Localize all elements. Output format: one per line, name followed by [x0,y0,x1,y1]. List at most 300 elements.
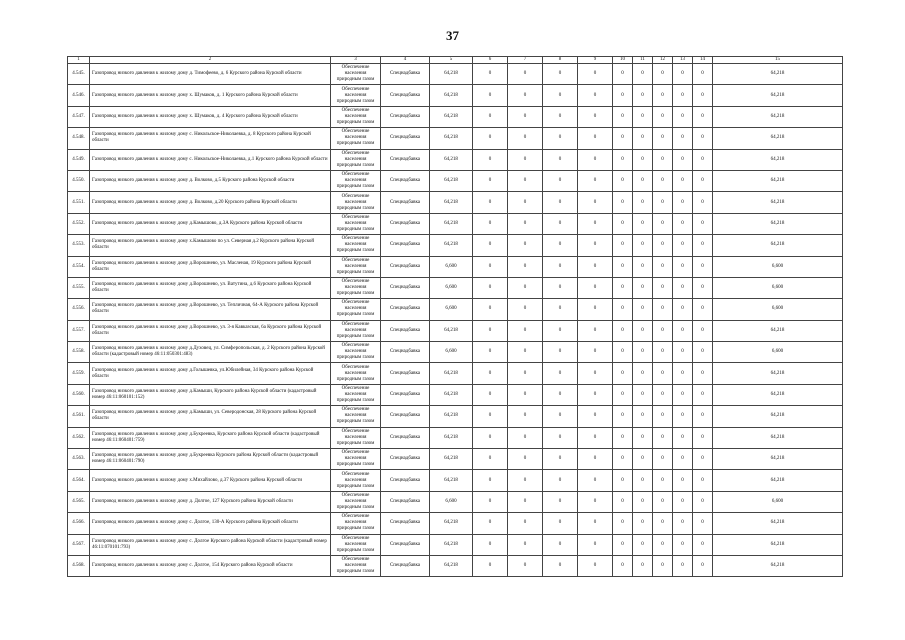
object-name: Газопровод низкого давления к жилому дому д.Камыши, ул. Северодонская, 28 Курского района Курской области [90,406,331,427]
value-col-13: 0 [673,534,693,555]
purpose: Обеспечение населения природным газом [331,256,381,277]
value-col-7: 0 [508,384,543,405]
value-col-11: 0 [633,342,653,363]
value-col-10: 0 [613,470,633,491]
total-value: 64,218 [713,64,843,85]
value-col-11: 0 [633,470,653,491]
value-col-8: 0 [543,277,578,298]
value-col-6: 0 [473,491,508,512]
value-col-14: 0 [693,106,713,127]
value-col-14: 0 [693,170,713,191]
value-col-9: 0 [578,128,613,149]
row-number: 4.550. [68,170,90,191]
value-col-5: 64,218 [430,64,473,85]
total-value: 64,218 [713,449,843,470]
value-col-10: 0 [613,384,633,405]
total-value: 64,218 [713,363,843,384]
value-col-9: 0 [578,427,613,448]
table-row [68,384,843,405]
value-col-7: 0 [508,342,543,363]
purpose: Обеспечение населения природным газом [331,106,381,127]
funding-source: Спецнадбавка [381,277,430,298]
row-number: 4.561. [68,406,90,427]
value-col-13: 0 [673,85,693,106]
purpose: Обеспечение населения природным газом [331,85,381,106]
purpose: Обеспечение населения природным газом [331,406,381,427]
value-col-9: 0 [578,320,613,341]
value-col-13: 0 [673,128,693,149]
table-row [68,406,843,427]
value-col-12: 0 [653,64,673,85]
purpose: Обеспечение населения природным газом [331,192,381,213]
funding-source: Спецнадбавка [381,149,430,170]
value-col-14: 0 [693,299,713,320]
value-col-9: 0 [578,299,613,320]
purpose: Обеспечение населения природным газом [331,299,381,320]
value-col-12: 0 [653,192,673,213]
value-col-10: 0 [613,128,633,149]
total-value: 6,600 [713,299,843,320]
table-row [68,513,843,534]
value-col-5: 64,218 [430,128,473,149]
row-number: 4.566. [68,513,90,534]
value-col-13: 0 [673,213,693,234]
value-col-13: 0 [673,491,693,512]
value-col-9: 0 [578,342,613,363]
value-col-7: 0 [508,534,543,555]
value-col-12: 0 [653,427,673,448]
total-value: 64,218 [713,534,843,555]
value-col-9: 0 [578,491,613,512]
funding-source: Спецнадбавка [381,491,430,512]
purpose: Обеспечение населения природным газом [331,64,381,85]
value-col-8: 0 [543,106,578,127]
value-col-12: 0 [653,320,673,341]
value-col-11: 0 [633,555,653,576]
purpose: Обеспечение населения природным газом [331,213,381,234]
value-col-11: 0 [633,277,653,298]
object-name: Газопровод низкого давления к жилому дому с. Долгое, 154 Курского района Курской области [90,555,331,576]
purpose: Обеспечение населения природным газом [331,363,381,384]
purpose: Обеспечение населения природным газом [331,320,381,341]
value-col-11: 0 [633,106,653,127]
funding-source: Спецнадбавка [381,128,430,149]
value-col-6: 0 [473,427,508,448]
value-col-14: 0 [693,449,713,470]
value-col-10: 0 [613,342,633,363]
total-value: 64,218 [713,470,843,491]
value-col-9: 0 [578,406,613,427]
funding-source: Спецнадбавка [381,85,430,106]
value-col-5: 64,218 [430,106,473,127]
purpose: Обеспечение населения природным газом [331,555,381,576]
value-col-6: 0 [473,192,508,213]
table-row [68,85,843,106]
value-col-13: 0 [673,363,693,384]
value-col-5: 64,218 [430,384,473,405]
value-col-8: 0 [543,85,578,106]
value-col-13: 0 [673,149,693,170]
value-col-5: 64,218 [430,534,473,555]
table-row [68,299,843,320]
table-row [68,213,843,234]
value-col-6: 0 [473,106,508,127]
value-col-10: 0 [613,363,633,384]
value-col-7: 0 [508,363,543,384]
object-name: Газопровод низкого давления к жилому дому д. Долгое, 127 Курского района Курской области [90,491,331,512]
value-col-10: 0 [613,491,633,512]
total-value: 6,600 [713,256,843,277]
column-header: 12 [653,57,673,64]
object-name: Газопровод низкого давления к жилому дому д.Ворошнево, ул. Тепличная, 64-А Курского района Курской области [90,299,331,320]
value-col-7: 0 [508,192,543,213]
value-col-11: 0 [633,85,653,106]
value-col-8: 0 [543,470,578,491]
value-col-6: 0 [473,170,508,191]
object-name: Газопровод низкого давления к жилому дому д. Волково, д.20 Курского района Курской области [90,192,331,213]
row-number: 4.568. [68,555,90,576]
column-header: 15 [713,57,843,64]
funding-source: Спецнадбавка [381,406,430,427]
object-name: Газопровод низкого давления к жилому дому с. Долгое, 130-А Курского района Курской области [90,513,331,534]
value-col-10: 0 [613,555,633,576]
funding-source: Спецнадбавка [381,384,430,405]
value-col-11: 0 [633,491,653,512]
value-col-12: 0 [653,85,673,106]
value-col-11: 0 [633,256,653,277]
funding-source: Спецнадбавка [381,534,430,555]
table-row [68,491,843,512]
value-col-11: 0 [633,213,653,234]
value-col-5: 64,218 [430,513,473,534]
total-value: 64,218 [713,320,843,341]
value-col-9: 0 [578,256,613,277]
column-header: 8 [543,57,578,64]
purpose: Обеспечение населения природным газом [331,384,381,405]
value-col-14: 0 [693,406,713,427]
value-col-12: 0 [653,256,673,277]
value-col-14: 0 [693,192,713,213]
value-col-7: 0 [508,128,543,149]
value-col-5: 6,600 [430,342,473,363]
value-col-6: 0 [473,363,508,384]
value-col-6: 0 [473,449,508,470]
value-col-12: 0 [653,342,673,363]
value-col-10: 0 [613,235,633,256]
value-col-14: 0 [693,64,713,85]
value-col-5: 64,218 [430,406,473,427]
value-col-10: 0 [613,64,633,85]
object-name: Газопровод низкого давления к жилому дому с. Никольское-Николаевка, д. 8 Курского района Курской области [90,128,331,149]
object-name: Газопровод низкого давления к жилому дому д.Голышевка, ул.Юбилейная, 34 Курского района Курской области [90,363,331,384]
funding-source: Спецнадбавка [381,470,430,491]
funding-source: Спецнадбавка [381,235,430,256]
value-col-5: 64,218 [430,470,473,491]
value-col-7: 0 [508,491,543,512]
value-col-12: 0 [653,213,673,234]
total-value: 6,600 [713,342,843,363]
value-col-5: 64,218 [430,170,473,191]
value-col-13: 0 [673,256,693,277]
column-header: 13 [673,57,693,64]
value-col-7: 0 [508,149,543,170]
value-col-14: 0 [693,470,713,491]
funding-source: Спецнадбавка [381,106,430,127]
value-col-10: 0 [613,149,633,170]
row-number: 4.560. [68,384,90,405]
object-name: Газопровод низкого давления к жилому дому д.Ворошнево, ул. Ватутина, д.6 Курского района Курской области [90,277,331,298]
column-header: 5 [430,57,473,64]
value-col-6: 0 [473,277,508,298]
value-col-14: 0 [693,342,713,363]
value-col-8: 0 [543,256,578,277]
funding-source: Спецнадбавка [381,213,430,234]
value-col-5: 64,218 [430,320,473,341]
value-col-11: 0 [633,128,653,149]
funding-source: Спецнадбавка [381,427,430,448]
value-col-10: 0 [613,213,633,234]
row-number: 4.554. [68,256,90,277]
value-col-14: 0 [693,320,713,341]
value-col-5: 6,600 [430,277,473,298]
total-value: 64,218 [713,149,843,170]
table-row [68,277,843,298]
value-col-6: 0 [473,534,508,555]
value-col-12: 0 [653,384,673,405]
table-row [68,170,843,191]
purpose: Обеспечение населения природным газом [331,235,381,256]
column-header: 3 [331,57,381,64]
purpose: Обеспечение населения природным газом [331,449,381,470]
value-col-13: 0 [673,299,693,320]
value-col-14: 0 [693,513,713,534]
value-col-7: 0 [508,213,543,234]
total-value: 64,218 [713,555,843,576]
value-col-10: 0 [613,85,633,106]
table-row [68,320,843,341]
value-col-9: 0 [578,192,613,213]
total-value: 64,218 [713,106,843,127]
header-row [68,57,843,64]
value-col-5: 64,218 [430,235,473,256]
table-row [68,64,843,85]
value-col-6: 0 [473,555,508,576]
value-col-12: 0 [653,534,673,555]
total-value: 64,218 [713,128,843,149]
value-col-10: 0 [613,192,633,213]
value-col-9: 0 [578,213,613,234]
value-col-12: 0 [653,406,673,427]
total-value: 64,218 [713,85,843,106]
value-col-11: 0 [633,170,653,191]
value-col-5: 64,218 [430,85,473,106]
total-value: 64,218 [713,427,843,448]
value-col-10: 0 [613,513,633,534]
value-col-7: 0 [508,513,543,534]
row-number: 4.548. [68,128,90,149]
value-col-12: 0 [653,277,673,298]
value-col-5: 64,218 [430,449,473,470]
table-row [68,470,843,491]
value-col-8: 0 [543,299,578,320]
funding-source: Спецнадбавка [381,299,430,320]
object-name: Газопровод низкого давления к жилому дому х. Шумаков, д. 1 Курского района Курской области [90,85,331,106]
total-value: 64,218 [713,192,843,213]
value-col-8: 0 [543,513,578,534]
value-col-8: 0 [543,213,578,234]
object-name: Газопровод низкого давления к жилому дому д.Духовец, ул. Симферопольская, д. 2 Курского района Курской области (кадастровый номер 46:11:050301:483) [90,342,331,363]
funding-source: Спецнадбавка [381,363,430,384]
value-col-5: 64,218 [430,555,473,576]
value-col-11: 0 [633,513,653,534]
object-name: Газопровод низкого давления к жилому дому д.Букреевка, Курского района Курской области (кадастровый номер 46:11:060401:759) [90,427,331,448]
value-col-10: 0 [613,534,633,555]
purpose: Обеспечение населения природным газом [331,491,381,512]
value-col-13: 0 [673,449,693,470]
value-col-6: 0 [473,406,508,427]
value-col-9: 0 [578,363,613,384]
value-col-7: 0 [508,406,543,427]
value-col-9: 0 [578,235,613,256]
object-name: Газопровод низкого давления к жилому дому д.Ворошнево, ул. 3-я Кавказская, 6а Курского района Курской области [90,320,331,341]
table-row [68,342,843,363]
funding-source: Спецнадбавка [381,555,430,576]
row-number: 4.562. [68,427,90,448]
value-col-8: 0 [543,170,578,191]
table-row [68,128,843,149]
value-col-7: 0 [508,427,543,448]
page-number: 37 [446,28,459,43]
row-number: 4.546. [68,85,90,106]
value-col-5: 6,600 [430,491,473,512]
value-col-13: 0 [673,427,693,448]
value-col-6: 0 [473,235,508,256]
object-name: Газопровод низкого давления к жилому дому д. Волково, д.5 Курского района Курской области [90,170,331,191]
value-col-10: 0 [613,299,633,320]
table-row [68,106,843,127]
value-col-14: 0 [693,128,713,149]
total-value: 64,218 [713,384,843,405]
object-name: Газопровод низкого давления к жилому дому х. Шумаков, д. 4 Курского района Курской области [90,106,331,127]
row-number: 4.556. [68,299,90,320]
value-col-11: 0 [633,320,653,341]
value-col-12: 0 [653,235,673,256]
value-col-8: 0 [543,427,578,448]
row-number: 4.565. [68,491,90,512]
value-col-5: 64,218 [430,149,473,170]
table-row [68,449,843,470]
value-col-8: 0 [543,128,578,149]
funding-source: Спецнадбавка [381,192,430,213]
gas-pipeline-table [67,56,843,577]
value-col-9: 0 [578,513,613,534]
object-name: Газопровод низкого давления к жилому дому х.Михайлово, д.37 Курского района Курской области [90,470,331,491]
column-header: 14 [693,57,713,64]
value-col-10: 0 [613,106,633,127]
value-col-14: 0 [693,149,713,170]
value-col-7: 0 [508,320,543,341]
value-col-14: 0 [693,85,713,106]
value-col-9: 0 [578,64,613,85]
total-value: 64,218 [713,235,843,256]
value-col-5: 64,218 [430,427,473,448]
value-col-7: 0 [508,256,543,277]
value-col-9: 0 [578,470,613,491]
value-col-13: 0 [673,170,693,191]
value-col-6: 0 [473,149,508,170]
total-value: 64,218 [713,170,843,191]
value-col-8: 0 [543,406,578,427]
funding-source: Спецнадбавка [381,256,430,277]
value-col-12: 0 [653,449,673,470]
funding-source: Спецнадбавка [381,513,430,534]
purpose: Обеспечение населения природным газом [331,170,381,191]
total-value: 64,218 [713,513,843,534]
value-col-12: 0 [653,106,673,127]
row-number: 4.563. [68,449,90,470]
value-col-6: 0 [473,470,508,491]
row-number: 4.545. [68,64,90,85]
value-col-11: 0 [633,534,653,555]
purpose: Обеспечение населения природным газом [331,470,381,491]
value-col-8: 0 [543,363,578,384]
value-col-13: 0 [673,513,693,534]
value-col-14: 0 [693,384,713,405]
total-value: 64,218 [713,406,843,427]
row-number: 4.557. [68,320,90,341]
object-name: Газопровод низкого давления к жилому дому д.Камышово, д.3А Курского района Курской области [90,213,331,234]
column-header: 9 [578,57,613,64]
value-col-8: 0 [543,64,578,85]
value-col-11: 0 [633,449,653,470]
funding-source: Спецнадбавка [381,320,430,341]
funding-source: Спецнадбавка [381,64,430,85]
value-col-13: 0 [673,555,693,576]
value-col-6: 0 [473,64,508,85]
row-number: 4.549. [68,149,90,170]
value-col-7: 0 [508,170,543,191]
value-col-8: 0 [543,555,578,576]
value-col-9: 0 [578,85,613,106]
table-row [68,363,843,384]
table-row [68,149,843,170]
value-col-11: 0 [633,299,653,320]
value-col-12: 0 [653,299,673,320]
value-col-8: 0 [543,491,578,512]
value-col-7: 0 [508,106,543,127]
value-col-8: 0 [543,320,578,341]
value-col-10: 0 [613,427,633,448]
value-col-10: 0 [613,449,633,470]
value-col-6: 0 [473,85,508,106]
value-col-6: 0 [473,320,508,341]
value-col-7: 0 [508,277,543,298]
value-col-14: 0 [693,491,713,512]
row-number: 4.567. [68,534,90,555]
value-col-11: 0 [633,235,653,256]
column-header: 11 [633,57,653,64]
row-number: 4.564. [68,470,90,491]
value-col-6: 0 [473,128,508,149]
value-col-9: 0 [578,534,613,555]
value-col-13: 0 [673,64,693,85]
value-col-6: 0 [473,342,508,363]
column-header: 10 [613,57,633,64]
column-header: 4 [381,57,430,64]
value-col-11: 0 [633,149,653,170]
value-col-9: 0 [578,277,613,298]
object-name: Газопровод низкого давления к жилому дому д.Букреевка Курского района Курской области (кадастровый номер 46:11:060401:790) [90,449,331,470]
